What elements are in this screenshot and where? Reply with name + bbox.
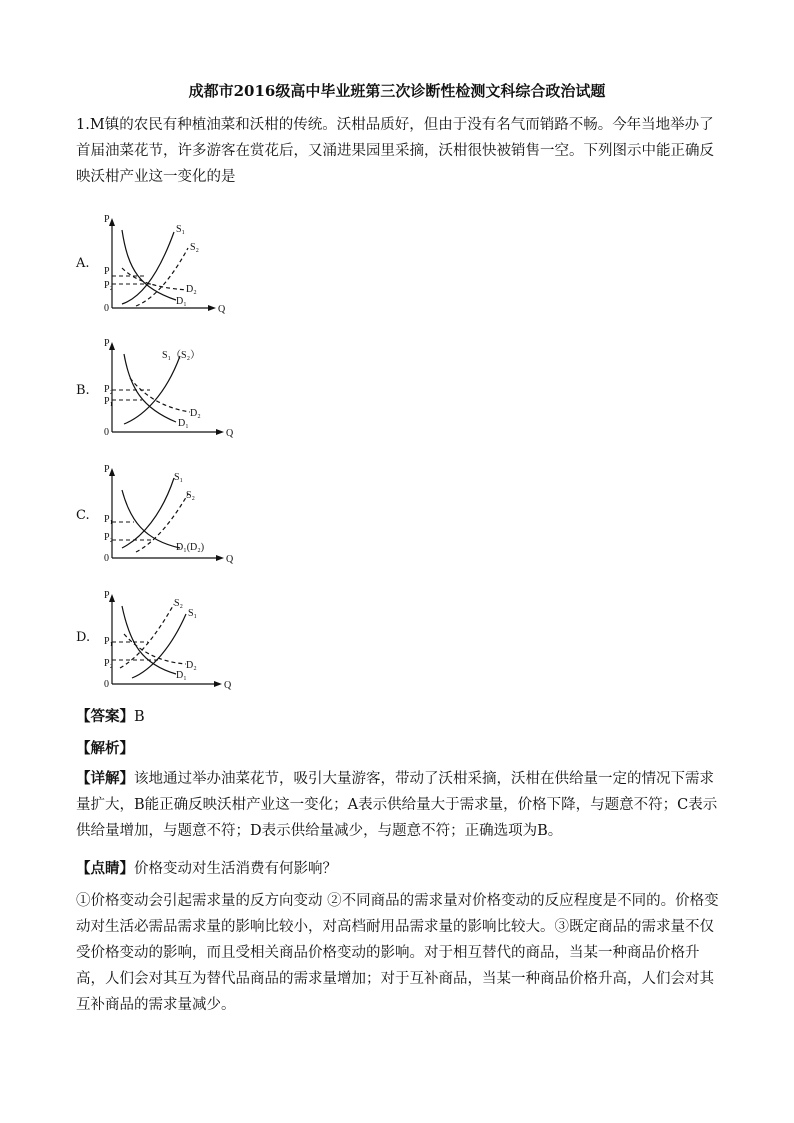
demand-curve-d1 bbox=[124, 354, 176, 422]
q-axis-label: Q bbox=[226, 428, 234, 439]
s1-label: S₁ bbox=[188, 608, 198, 619]
supply-curve-s1 bbox=[122, 478, 174, 548]
answer bbox=[76, 704, 724, 730]
p2-label: P₂ bbox=[104, 384, 114, 395]
d2-label: D₂ bbox=[190, 408, 201, 419]
answer-tag: 【答案】 bbox=[76, 708, 134, 725]
point-body: ①价格变动会引起需求量的反方向变动 ②不同商品的需求量对价格变动的反应程度是不同的。价格变动对生活必需品需求量的影响比较小，对高档耐用品需求量的影响比较大。③既定商品的需求量不仅受价格变动的影响，而且受相关商品价格变动的影响。对于相互替代的商品，当某一种商品价格升高，人们会对其互为替代品商品的需求量增加；对于互补商品，当某一种商品价格升高，人们会对其互补商品的需求量减少。 bbox=[76, 893, 719, 1013]
supply-curve-s1 bbox=[132, 614, 186, 678]
option-c-letter: C. bbox=[76, 508, 90, 523]
s2-label: S₂ bbox=[174, 598, 184, 609]
detail-tag: 【详解】 bbox=[76, 770, 134, 787]
q-axis-label: Q bbox=[218, 304, 226, 315]
option-d-graph[interactable] bbox=[100, 586, 240, 696]
analysis bbox=[76, 736, 724, 762]
p-axis-label: P bbox=[104, 214, 110, 225]
origin-label: 0 bbox=[104, 553, 109, 564]
question-1 bbox=[76, 112, 724, 190]
p1-label: P₁ bbox=[104, 396, 114, 407]
answer-value: B bbox=[134, 709, 145, 725]
p1-label: P₁ bbox=[104, 636, 114, 647]
q-axis-label: Q bbox=[224, 680, 232, 691]
point-tag: 【点睛】 bbox=[76, 860, 134, 877]
q-axis-label: Q bbox=[226, 554, 234, 565]
d1-label: D₁ bbox=[176, 670, 187, 681]
demand-curve-d bbox=[122, 490, 180, 548]
p-axis-label: P bbox=[104, 464, 110, 475]
y-axis-arrow bbox=[109, 218, 115, 226]
page-title: 成都市2016级高中毕业班第三次诊断性检测文科综合政治试题 bbox=[188, 82, 606, 100]
p-axis-label: P bbox=[104, 338, 110, 349]
option-a-letter: A. bbox=[76, 256, 90, 271]
d1-label: D₁ bbox=[178, 418, 189, 429]
p2-label: P₂ bbox=[104, 532, 114, 543]
p1-label: P bbox=[104, 266, 110, 277]
origin-label: 0 bbox=[104, 679, 109, 690]
demand-curve-d1 bbox=[122, 230, 176, 300]
point-heading bbox=[76, 856, 724, 882]
point-question: 价格变动对生活消费有何影响？ bbox=[134, 861, 337, 877]
p2-label: P₂ bbox=[104, 280, 114, 291]
demand-curve-d2 bbox=[122, 268, 188, 290]
option-a-graph[interactable] bbox=[100, 210, 240, 320]
detail bbox=[76, 766, 724, 844]
s-label: S₁（S₂） bbox=[162, 350, 201, 361]
d2-label: D₂ bbox=[186, 660, 197, 671]
supply-curve-s bbox=[124, 356, 180, 424]
option-b-graph[interactable] bbox=[100, 334, 250, 444]
option-c-graph[interactable] bbox=[100, 460, 250, 570]
analysis-tag: 【解析】 bbox=[76, 740, 134, 757]
origin-label: 0 bbox=[104, 427, 109, 438]
detail-text: 该地通过举办油菜花节，吸引大量游客，带动了沃柑采摘，沃柑在供给量一定的情况下需求量扩大，B能正确反映沃柑产业这一变化；A表示供给量大于需求量，价格下降，与题意不符；C表示供给量增加，与题意不符；D表示供给量减少，与题意不符；正确选项为B。 bbox=[76, 771, 718, 839]
d2-label: D₂ bbox=[186, 284, 197, 295]
supply-curve-s1 bbox=[122, 232, 174, 304]
s1-label: S₁ bbox=[174, 472, 184, 483]
s2-label: S₂ bbox=[186, 490, 196, 501]
x-axis-arrow bbox=[208, 305, 216, 311]
option-d-letter: D. bbox=[76, 630, 91, 645]
option-b-letter: B. bbox=[76, 383, 90, 398]
question-text: M镇的农民有种植油菜和沃柑的传统。沃柑品质好，但由于没有名气而销路不畅。今年当地举办了首届油菜花节，许多游客在赏花后，又涌进果园里采摘，沃柑很快被销售一空。下列图示中能正确反映沃柑产业这一变化的是 bbox=[76, 117, 714, 185]
d-label: D₁(D₂) bbox=[176, 542, 205, 553]
p-axis-label: P bbox=[104, 590, 110, 601]
origin-label: 0 bbox=[104, 303, 109, 314]
p1-label: P₁ bbox=[104, 514, 114, 525]
question-number: 1. bbox=[76, 117, 90, 133]
p2-label: P₂ bbox=[104, 658, 114, 669]
s2-label: S₂ bbox=[190, 242, 200, 253]
s1-label: S₁ bbox=[176, 224, 186, 235]
d1-label: D₁ bbox=[176, 296, 187, 307]
